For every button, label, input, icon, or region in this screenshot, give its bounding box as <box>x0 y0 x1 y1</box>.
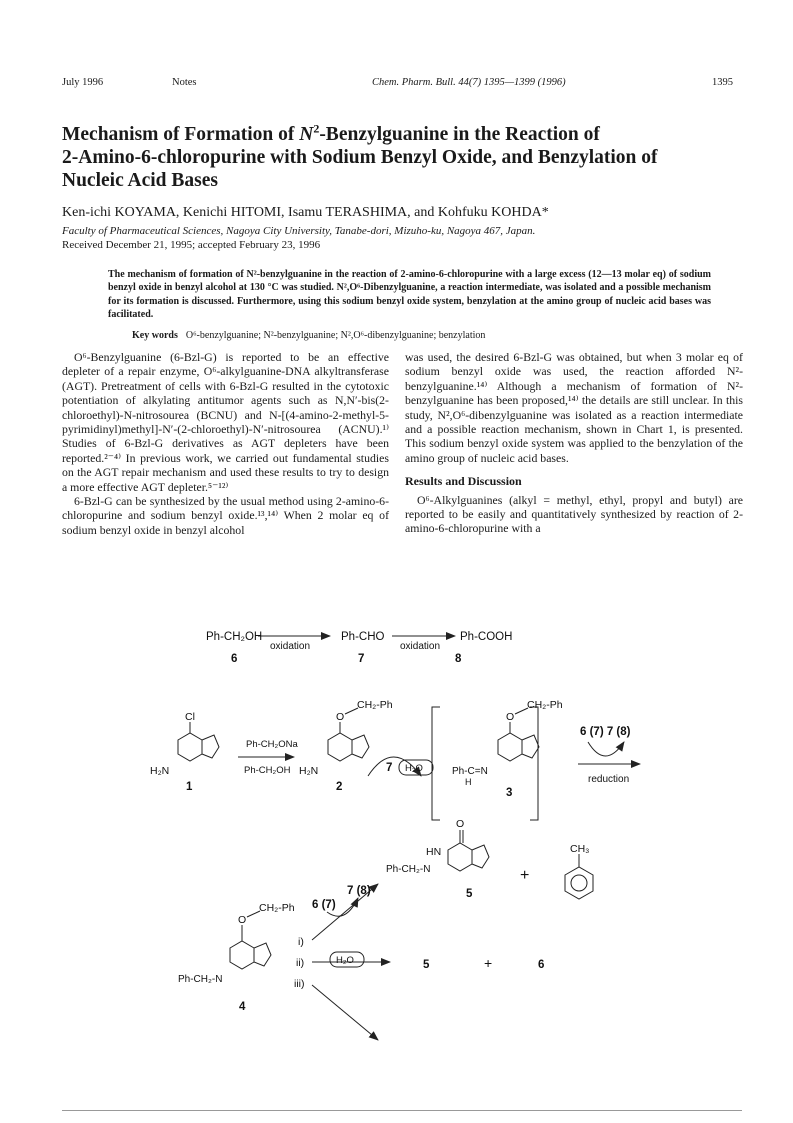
plus-1: + <box>520 867 530 884</box>
paper-title <box>62 123 742 192</box>
compound-3: 3 <box>506 787 513 799</box>
title-line3: Nucleic Acid Bases <box>62 170 218 191</box>
header-journal: Chem. Pharm. Bull. 44(7) 1395—1399 (1996) <box>372 77 566 88</box>
oxygen-label-2: O <box>336 711 345 723</box>
hn-label: HN <box>426 846 442 858</box>
received-date: Received December 21, 1995; accepted February 23, 1996 <box>62 239 321 251</box>
header-page: 1395 <box>712 77 733 88</box>
plus-2: + <box>484 955 493 971</box>
left-paragraph-2: 6-Bzl-G can be synthesized by the usual method using 2-amino-6-chloropurine and sodium benzyl oxide.¹³,¹⁴⁾ When 2 molar eq of sodium benzyl oxide in benzyl alcohol <box>62 494 389 537</box>
chlorine-label: Cl <box>185 711 195 723</box>
benzyl-label-3: CH₂-Ph <box>527 699 563 711</box>
top-mid: Ph-CHO <box>341 631 385 643</box>
left-column <box>62 350 389 537</box>
compound-6: 6 <box>231 653 238 665</box>
reagent-top: Ph-CH₂ONa <box>246 739 298 750</box>
right-column <box>405 350 743 536</box>
compound-1: 1 <box>186 781 193 793</box>
water-label-1: H₂O <box>405 763 423 774</box>
oxygen-label-3: O <box>506 711 515 723</box>
left-paragraph-1: O⁶-Benzylguanine (6-Bzl-G) is reported to be an effective depleter of a repair enzyme, O⁶-alkylguanine-DNA alkyltransferase (AGT). Pretreatment of cells with 6-Bzl-G resulted in the cytotoxic potentiation of alkylating antitumor agents such as N,N′-bis(2-chloroethyl)-N-nitrosourea (BCNU) and N-[(4-amino-2-methyl-5-pyrimidinyl)methyl]-N′-(2-chloroethyl)-N′-nitrosourea (ACNU).¹⁾ Studies of 6-Bzl-G derivatives as AGT depleters have been reported.²⁻⁴⁾ In previous work, we carried out fundamental studies on the AGT repair mechanism and used these results to try to design a more effective AGT depleter.⁵⁻¹²⁾ <box>62 350 389 494</box>
arc-right-reagent: 7 (8) <box>347 885 371 897</box>
reduction-label: reduction <box>588 774 630 785</box>
footer-rule <box>62 1110 742 1111</box>
amino-label-2: H₂N <box>299 765 319 777</box>
water-label-2: H₂O <box>336 955 354 966</box>
benzyl-label-2: CH₂-Ph <box>357 699 393 711</box>
abstract: The mechanism of formation of N²-benzylguanine in the reaction of 2-amino-6-chloropurine with a large excess (12—13 molar eq) of sodium benzyl oxide in benzyl alcohol at 130 °C was studied. N²,O⁶-Dibenzylguanine, a reaction intermediate, was isolated and a possible mechanism for its formation is discussed. Furthermore, using this sodium benzyl oxide system, benzylation at the amino group of nucleic acid bases was facilitated. <box>108 269 711 320</box>
title-line1-post: -Benzylguanine in the Reaction of <box>319 124 600 145</box>
benzylamino-5: Ph-CH₂-N <box>386 864 431 875</box>
reagent-bottom: Ph-CH₂OH <box>244 765 291 776</box>
section-heading-results: Results and Discussion <box>405 474 522 489</box>
keywords <box>132 330 485 341</box>
methyl-label: CH₃ <box>570 843 590 855</box>
step-ii: ii) <box>296 957 305 969</box>
compound-7: 7 <box>358 653 365 665</box>
oxidation-1: oxidation <box>270 641 311 652</box>
step-i: i) <box>298 936 304 948</box>
benzyl-label-4: CH₂-Ph <box>259 902 295 914</box>
imine-h: H <box>465 777 472 787</box>
title-line2: 2-Amino-6-chloropurine with Sodium Benzyl Oxide, and Benzylation of <box>62 147 658 168</box>
top-start: Ph-CH₂OH <box>206 631 263 643</box>
reaction-scheme <box>0 610 793 1090</box>
benzylamino-4: Ph-CH₂-N <box>178 974 223 985</box>
header-section: Notes <box>172 77 197 88</box>
reagent-7: 7 <box>386 762 393 774</box>
title-sup: 2 <box>313 121 320 136</box>
oxygen-label-4: O <box>238 914 247 926</box>
title-n: N <box>299 124 314 145</box>
carbonyl-o: O <box>456 818 465 830</box>
oxidation-2: oxidation <box>400 641 441 652</box>
imine-label: Ph-C=N <box>452 766 488 777</box>
compound-8: 8 <box>455 653 462 665</box>
compound-4: 4 <box>239 1001 246 1013</box>
product-5: 5 <box>423 959 430 971</box>
header-date: July 1996 <box>62 77 104 88</box>
reagents-6-7: 6 (7) 7 (8) <box>580 726 631 738</box>
title-line1-pre: Mechanism of Formation of <box>62 124 300 145</box>
step-iii: iii) <box>294 978 305 990</box>
keywords-label: Key words <box>132 330 178 341</box>
amino-label-1: H₂N <box>150 765 170 777</box>
product-6: 6 <box>538 959 545 971</box>
top-end: Ph-COOH <box>460 631 513 643</box>
compound-2: 2 <box>336 781 343 793</box>
authors: Ken-ichi KOYAMA, Kenichi HITOMI, Isamu TERASHIMA, and Kohfuku KOHDA* <box>62 205 549 220</box>
right-paragraph-1: was used, the desired 6-Bzl-G was obtained, but when 3 molar eq of sodium benzyl oxide was used, the reaction afforded N²-benzylguanine.¹⁴⁾ Although a mechanism of formation of N²-benzylguanine has been proposed,¹⁴⁾ the details are still unclear. In this study, N²,O⁶-dibenzylguanine was isolated as a reaction intermediate and a possible reaction mechanism, shown in Chart 1, is presented. This sodium benzyl oxide system was applied to the benzylation of the amino group of nucleic acid bases. <box>405 350 743 465</box>
affiliation: Faculty of Pharmaceutical Sciences, Nagoya City University, Tanabe-dori, Mizuho-ku, Nagoya 467, Japan. <box>62 225 536 237</box>
arc-left-reagent: 6 (7) <box>312 899 336 911</box>
compound-5-top: 5 <box>466 888 473 900</box>
keywords-text: O⁶-benzylguanine; N²-benzylguanine; N²,O⁶-dibenzylguanine; benzylation <box>185 330 486 341</box>
right-paragraph-2: O⁶-Alkylguanines (alkyl = methyl, ethyl, propyl and butyl) are reported to be easily and quantitatively synthesized by reaction of 2-amino-6-chloropurine with a <box>405 492 743 536</box>
